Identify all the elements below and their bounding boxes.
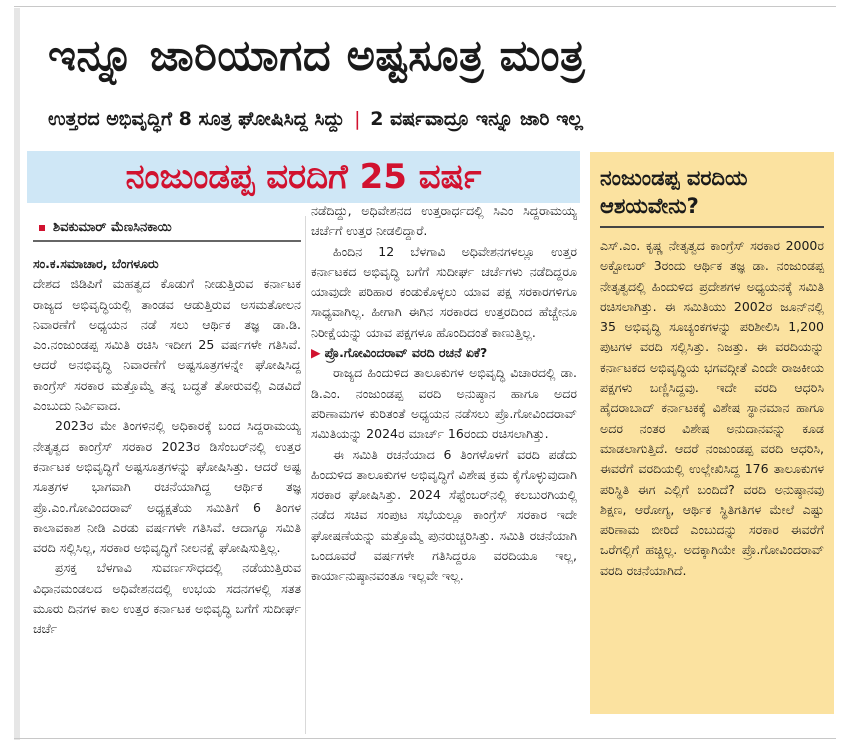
paragraph: ರಾಜ್ಯದ ಹಿಂದುಳಿದ ತಾಲೂಕುಗಳ ಅಭಿವೃದ್ಧಿ ವಿಚಾರದಲ್ಲಿ ಡಾ. ಡಿ.ಎಂ. ನಂಜುಂಡಪ್ಪ ವರದಿ ಅನುಷ್ಠಾನ ಹಾಗೂ ಅದರ ಪರಿಣಾಮಗಳ ಕುರಿತಂತೆ ಅಧ್ಯಯನ ನಡೆಸಲು ಪ್ರೊ.ಗೋವಿಂದರಾವ್ ಸಮಿತಿಯನ್ನು 2024ರ ಮಾರ್ಚ್ 16ರಂದು ರಚಿಸಲಾಗಿತ್ತು. — [311, 365, 577, 442]
subhead-right: 2 ವರ್ಷವಾದ್ರೂ ಇನ್ನೂ ಜಾರಿ ಇಲ್ಲ — [370, 108, 583, 130]
paragraph: ನಡೆದಿದ್ದು, ಅಧಿವೇಶನದ ಉತ್ತರಾರ್ಧದಲ್ಲಿ ಸಿಎಂ ಸಿದ್ದರಾಮಯ್ಯ ಚರ್ಚೆಗೆ ಉತ್ತರ ನೀಡಲಿದ್ದಾರೆ. — [311, 203, 577, 239]
dateline: ಸಂ.ಕ.ಸಮಾಚಾರ, ಬೆಂಗಳೂರು — [33, 256, 159, 271]
page-bottom-rule — [14, 738, 836, 739]
byline-author: ಶಿವಕುಮಾರ್ ಮೆಣಸಿನಕಾಯಿ — [53, 219, 172, 235]
section-heading — [311, 343, 577, 363]
headline: ಇನ್ನೂ ಜಾರಿಯಾಗದ ಅಷ್ಟಸೂತ್ರ ಮಂತ್ರ — [48, 31, 586, 81]
section-banner: ನಂಜುಂಡಪ್ಪ ವರದಿಗೆ 25 ವರ್ಷ — [27, 151, 580, 203]
paragraph: ದೇಶದ ಜಿಡಿಪಿಗೆ ಮಹತ್ವದ ಕೊಡುಗೆ ನೀಡುತ್ತಿರುವ ಕರ್ನಾಟಕ ರಾಜ್ಯದ ಅಭಿವೃದ್ಧಿಯಲ್ಲಿ ತಾಂಡವ ಆಡುತ್ತಿರುವ ಅಸಮತೋಲನ ನಿವಾರಣೆಗೆ ಅಧ್ಯಯನ ನಡೆ ಸಲು ಆರ್ಥಿಕ ತಜ್ಞ ಡಾ.ಡಿ. ಎಂ.ನಂಜುಂಡಪ್ಪ ಸಮಿತಿ ರಚಿಸಿ ಇದೀಗ 25 ವರ್ಷಗಳೇ ಗತಿಸಿವೆ. ಆದರೆ ಅನಭಿವೃದ್ಧಿ ನಿವಾರಣೆಗೆ ಅಷ್ಟಸೂತ್ರಗಳನ್ನೇ ಘೋಷಿಸಿದ್ದ ಕಾಂಗ್ರೆಸ್ ಸರಕಾರ ಮತ್ತೊಮ್ಮೆ ತನ್ನ ಬದ್ಧತೆ ತೋರುವಲ್ಲಿ ಎಡವಿದೆ ಎಂಬುದು ನಿರ್ವಿವಾದ. — [33, 276, 301, 414]
subhead-left: ಉತ್ತರದ ಅಭಿವೃದ್ಧಿಗೆ 8 ಸೂತ್ರ ಘೋಷಿಸಿದ್ದ ಸಿದ್ದು — [48, 108, 345, 130]
byline-square-icon — [39, 225, 45, 231]
sidebar-rule — [600, 226, 824, 228]
paragraph: ಈ ಸಮಿತಿ ರಚನೆಯಾದ 6 ತಿಂಗಳೊಳಗೆ ವರದಿ ಪಡೆದು ಹಿಂದುಳಿದ ತಾಲೂಕುಗಳ ಅಭಿವೃದ್ಧಿಗೆ ವಿಶೇಷ ಕ್ರಮ ಕೈಗೊಳ್ಳುವುದಾಗಿ ಸರಕಾರ ಘೋಷಿಸಿತ್ತು. 2024 ಸೆಪ್ಟೆಂಬರ್‌ನಲ್ಲಿ ಕಲಬುರಗಿಯಲ್ಲಿ ನಡೆದ ಸಚಿವ ಸಂಪುಟ ಸಭೆಯಲ್ಲೂ ಕಾಂಗ್ರೆಸ್ ಸರಕಾರ ಇದೇ ಘೋಷಣೆಯನ್ನು ಮತ್ತೊಮ್ಮೆ ಪುನರುಚ್ಚರಿಸಿತ್ತು. ಸಮಿತಿ ರಚನೆಯಾಗಿ ಒಂದೂವರೆ ವರ್ಷಗಳೇ ಗತಿಸಿದ್ದರೂ ವರದಿಯೂ ಇಲ್ಲ, ಕಾರ್ಯಾನುಷ್ಠಾನವಂತೂ ಇಲ್ಲವೇ ಇಲ್ಲ. — [311, 446, 577, 584]
section-heading-text: ಪ್ರೊ.ಗೋವಿಂದರಾವ್ ವರದಿ ರಚನೆ ಏಕೆ? — [324, 345, 488, 361]
article-column-1 — [33, 216, 301, 736]
paragraph: ಹಿಂದಿನ 12 ಬೆಳಗಾವಿ ಅಧಿವೇಶನಗಳಲ್ಲೂ ಉತ್ತರ ಕರ್ನಾಟಕದ ಅಭಿವೃದ್ಧಿ ಬಗೆಗೆ ಸುದೀರ್ಘ ಚರ್ಚೆಗಳು ನಡೆದಿದ್ದರೂ ಯಾವುದೇ ಪರಿಹಾರ ಕಂಡುಕೊಳ್ಳಲು ಯಾವ ಪಕ್ಷ ಸರಕಾರಗಳಿಗೂ ಸಾಧ್ಯವಾಗಿಲ್ಲ. ಹೀಗಾಗಿ ಈಗಿನ ಸರಕಾರದ ಉತ್ತರದಿಂದ ಹೆಚ್ಚೇನೂ ನಿರೀಕ್ಷೆಯನ್ನು ಯಾವ ಪಕ್ಷಗಳೂ ಹೊಂದಿದಂತೆ ಕಾಣುತ್ತಿಲ್ಲ. — [311, 243, 577, 340]
byline — [33, 216, 301, 242]
sidebar-box — [590, 152, 834, 714]
sidebar-body: ಎಸ್.ಎಂ. ಕೃಷ್ಣ ನೇತೃತ್ವದ ಕಾಂಗ್ರೆಸ್ ಸರಕಾರ 2000ರ ಅಕ್ಟೋಬರ್ 3ರಂದು ಆರ್ಥಿಕ ತಜ್ಞ ಡಾ. ನಂಜುಂಡಪ್ಪ ನೇತೃತ್ವದಲ್ಲಿ ಹಿಂದುಳಿದ ಪ್ರದೇಶಗಳ ಅಧ್ಯಯನಕ್ಕೆ ಸಮಿತಿ ರಚಿಸಲಾಗಿತ್ತು. ಈ ಸಮಿತಿಯು 2002ರ ಜೂನ್‌ನಲ್ಲಿ 35 ಅಭಿವೃದ್ಧಿ ಸೂಚ್ಯಂಕಗಳನ್ನು ಪರಿಶೀಲಿಸಿ 1,200 ಪುಟಗಳ ವರದಿ ಸಲ್ಲಿಸಿತ್ತು. ನಿಜತ್ತು. ಈ ವರದಿಯನ್ನು ಕರ್ನಾಟಕದ ಅಭಿವೃದ್ಧಿಯ ಭಗವದ್ಗೀತೆ ಎಂದೇ ರಾಜಕೀಯ ಪಕ್ಷಗಳು ಬಣ್ಣಿಸಿದ್ದವು. ಇದೇ ವರದಿ ಆಧರಿಸಿ ಹೈದರಾಬಾದ್ ಕರ್ನಾಟಕಕ್ಕೆ ವಿಶೇಷ ಸ್ಥಾನಮಾನ ಹಾಗೂ ಅದರ ನಂತರ ವಿಶೇಷ ಅನುದಾನವನ್ನು ಕೂಡ ಮಾಡಲಾಗುತ್ತಿದೆ. ಆದರೆ ನಂಜುಂಡಪ್ಪ ವರದಿ ಆಧರಿಸಿ, ಈವರೆಗೆ ವರದಿಯಲ್ಲಿ ಉಲ್ಲೇಖಿಸಿದ್ದ 176 ತಾಲೂಕುಗಳ ಪರಿಸ್ಥಿತಿ ಈಗ ಎಲ್ಲಿಗೆ ಬಂದಿದೆ? ವರದಿ ಅನುಷ್ಠಾನವು ಶಿಕ್ಷಣ, ಆರೋಗ್ಯ, ಆರ್ಥಿಕ ಸ್ಥಿತಿಗತಿಗಳ ಮೇಲೆ ಎಷ್ಟು ಪರಿಣಾಮ ಬೀರಿದೆ ಎಂಬುದನ್ನು ಸರಕಾರ ಈವರೆಗೆ ಒರೆಗಲ್ಲಿಗೆ ಹಚ್ಚಿಲ್ಲ. ಅದಕ್ಕಾಗಿಯೇ ಪ್ರೊ.ಗೋವಿಂದರಾವ್ ವರದಿ ರಚನೆಯಾಗಿದೆ. — [600, 238, 824, 578]
subheadline — [48, 105, 834, 133]
paragraph: 2023ರ ಮೇ ತಿಂಗಳಿನಲ್ಲಿ ಅಧಿಕಾರಕ್ಕೆ ಬಂದ ಸಿದ್ದರಾಮಯ್ಯ ನೇತೃತ್ವದ ಕಾಂಗ್ರೆಸ್ ಸರಕಾರ 2023ರ ಡಿಸೆಂಬರ್‌ನಲ್ಲಿ ಉತ್ತರ ಕರ್ನಾಟಕ ಅಭಿವೃದ್ಧಿಗೆ ಅಷ್ಟಸೂತ್ರಗಳನ್ನು ಘೋಷಿಸಿತ್ತು. ಆದರೆ ಅಷ್ಟ ಸೂತ್ರಗಳ ಭಾಗವಾಗಿ ರಚನೆಯಾಗಿದ್ದ ಆರ್ಥಿಕ ತಜ್ಞ ಪ್ರೊ.ಎಂ.ಗೋವಿಂದರಾವ್ ಅಧ್ಯಕ್ಷತೆಯ ಸಮಿತಿಗೆ 6 ತಿಂಗಳ ಕಾಲಾವಕಾಶ ನೀಡಿ ಎರಡು ವರ್ಷಗಳೇ ಗತಿಸಿವೆ. ಆದಾಗ್ಯೂ ಸಮಿತಿ ವರದಿ ಸಲ್ಲಿಸಿಲ್ಲ, ಸರಕಾರ ಅಭಿವೃದ್ಧಿಗೆ ನೀಲನಕ್ಷೆ ಘೋಷಿಸುತ್ತಿಲ್ಲ. — [33, 418, 301, 556]
paragraph: ಪ್ರಸಕ್ತ ಬೆಳಗಾವಿ ಸುವರ್ಣಸೌಧದಲ್ಲಿ ನಡೆಯುತ್ತಿರುವ ವಿಧಾನಮಂಡಲದ ಅಧಿವೇಶನದಲ್ಲಿ ಉಭಯ ಸದನಗಳಲ್ಲಿ ಸತತ ಮೂರು ದಿನಗಳ ಕಾಲ ಉತ್ತರ ಕರ್ನಾಟಕ ಅಭಿವೃದ್ಧಿ ಬಗೆಗೆ ಸುದೀರ್ಘ ಚರ್ಚೆ — [33, 560, 301, 637]
page-top-rule — [14, 6, 836, 7]
article-column-2 — [311, 201, 577, 736]
page-left-margin — [14, 8, 20, 740]
subhead-separator: | — [354, 108, 361, 130]
column-divider — [305, 216, 306, 734]
triangle-bullet-icon: ▶ — [311, 345, 321, 361]
sidebar-title: ನಂಜುಂಡಪ್ಪ ವರದಿಯ ಆಶಯವೇನು? — [600, 166, 748, 218]
